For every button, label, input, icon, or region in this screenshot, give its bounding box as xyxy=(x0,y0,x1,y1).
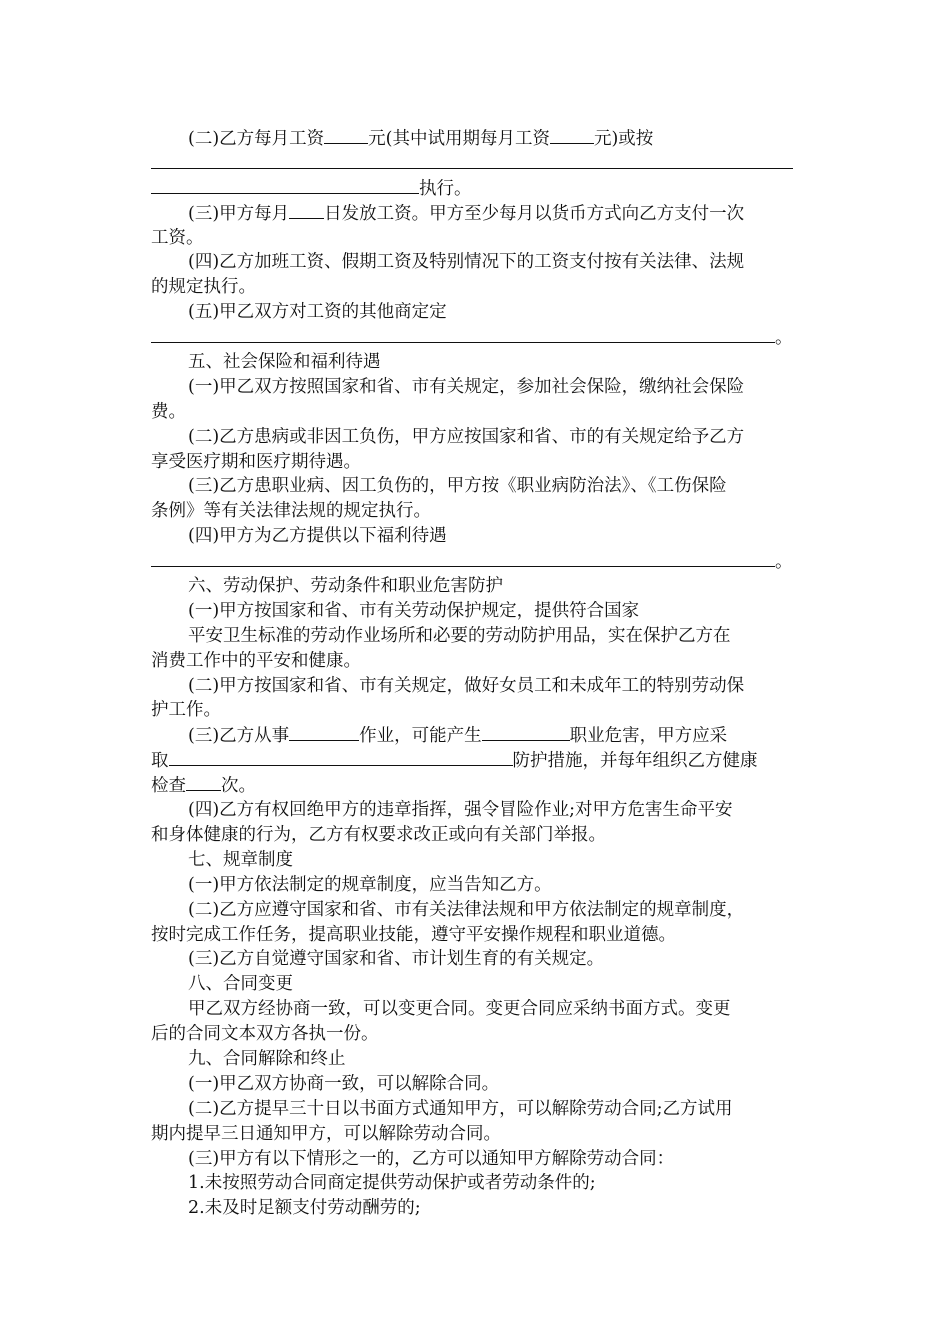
line-text: (三)甲方每月 xyxy=(188,203,290,224)
line-text: (二)乙方每月工资 xyxy=(188,129,325,149)
text-line xyxy=(151,1022,796,1047)
section-heading xyxy=(151,1047,796,1072)
line-text: (二)乙方提早三十日以书面方式通知甲方，可以解除劳动合同;乙方试用 xyxy=(188,1098,733,1119)
line-text: 1.未按照劳动合同商定提供劳动保护或者劳动条件的; xyxy=(188,1173,596,1194)
text-line xyxy=(151,1147,796,1172)
fill-in-blank xyxy=(289,723,359,741)
text-line xyxy=(151,798,796,823)
text-line xyxy=(151,1196,796,1221)
line-text: (二)甲方按国家和省、市有关规定，做好女员工和未成年工的特别劳动保 xyxy=(188,675,745,696)
text-line xyxy=(151,450,796,475)
line-text: 的规定执行。 xyxy=(151,277,256,298)
line-text: (一)甲乙双方协商一致，可以解除合同。 xyxy=(188,1073,500,1094)
line-text: 作业，可能产生 xyxy=(359,726,482,747)
text-line xyxy=(151,400,796,425)
fill-in-blank xyxy=(550,126,594,144)
text-line xyxy=(151,300,796,325)
line-text: (四)乙方有权回绝甲方的违章指挥，强令冒险作业;对甲方危害生命平安 xyxy=(188,800,733,821)
text-line xyxy=(151,126,796,151)
line-text: (一)甲方依法制定的规章制度，应当告知乙方。 xyxy=(188,874,552,895)
line-text: 元(其中试用期每月工资 xyxy=(368,129,550,149)
text-line xyxy=(151,1122,796,1147)
line-text: 甲乙双方经协商一致，可以变更合同。变更合同应采纳书面方式。变更 xyxy=(188,999,731,1020)
line-text: (三)甲方有以下情形之一的，乙方可以通知甲方解除劳动合同： xyxy=(188,1148,675,1169)
text-line xyxy=(151,549,796,574)
text-line xyxy=(151,250,796,275)
line-text: 元)或按 xyxy=(593,129,654,149)
text-line xyxy=(151,375,796,400)
text-line xyxy=(151,151,796,176)
line-text: 五、社会保险和福利待遇 xyxy=(188,352,381,373)
text-line xyxy=(151,923,796,948)
text-line xyxy=(151,947,796,972)
line-text: 次。 xyxy=(221,776,256,797)
section-heading xyxy=(151,350,796,375)
fill-in-blank-rule xyxy=(151,151,793,169)
text-line xyxy=(151,997,796,1022)
text-line xyxy=(151,823,796,848)
line-text: (三)乙方患职业病、因工负伤的，甲方按《职业病防治法》、《工伤保险 xyxy=(188,476,727,497)
fill-in-blank xyxy=(482,723,570,741)
text-line xyxy=(151,1072,796,1097)
line-text: 防护措施，并每年组织乙方健康 xyxy=(512,751,758,772)
text-line xyxy=(151,499,796,524)
text-line xyxy=(151,773,796,798)
line-text: 六、劳动保护、劳动条件和职业危害防护 xyxy=(188,576,503,597)
text-line xyxy=(151,176,796,201)
line-text: 日发放工资。甲方至少每月以货币方式向乙方支付一次 xyxy=(324,203,745,224)
section-heading xyxy=(151,848,796,873)
text-line xyxy=(151,649,796,674)
line-text: 后的合同文本双方各执一份。 xyxy=(151,1024,379,1045)
text-line xyxy=(151,748,796,773)
text-line xyxy=(151,674,796,699)
line-text: (一)甲方按国家和省、市有关劳动保护规定，提供符合国家 xyxy=(188,600,640,621)
line-text: 享受医疗期和医疗期待遇。 xyxy=(151,451,361,472)
text-line xyxy=(151,624,796,649)
text-line xyxy=(151,524,796,549)
text-line xyxy=(151,599,796,624)
line-text: (四)乙方加班工资、假期工资及特别情况下的工资支付按有关法律、法规 xyxy=(188,252,745,273)
fill-in-blank-rule xyxy=(151,549,775,567)
line-text: (二)乙方患病或非因工负伤，甲方应按国家和省、市的有关规定给予乙方 xyxy=(188,426,745,447)
contract-body xyxy=(151,126,796,1221)
fill-in-blank xyxy=(289,201,324,219)
fill-in-blank xyxy=(324,126,368,144)
line-text: 取 xyxy=(151,751,169,772)
fill-in-blank-rule xyxy=(169,748,513,766)
line-text: (二)乙方应遵守国家和省、市有关法律法规和甲方依法制定的规章制度， xyxy=(188,899,745,920)
line-text: 职业危害，甲方应采 xyxy=(569,726,728,747)
text-line xyxy=(151,873,796,898)
line-text: 执行。 xyxy=(419,178,472,199)
text-line xyxy=(151,723,796,748)
fill-in-blank xyxy=(186,773,221,791)
line-text: 八、合同变更 xyxy=(188,974,293,995)
line-text: 。 xyxy=(775,328,793,349)
line-text: 消费工作中的平安和健康。 xyxy=(151,650,361,671)
line-text: (三)乙方自觉遵守国家和省、市计划生育的有关规定。 xyxy=(188,949,605,970)
section-heading xyxy=(151,574,796,599)
line-text: (一)甲乙双方按照国家和省、市有关规定，参加社会保险，缴纳社会保险 xyxy=(188,376,745,397)
line-text: 条例》等有关法律法规的规定执行。 xyxy=(151,501,431,522)
line-text: (四)甲方为乙方提供以下福利待遇 xyxy=(188,526,447,547)
text-line xyxy=(151,275,796,300)
text-line xyxy=(151,898,796,923)
line-text: 期内提早三日通知甲方，可以解除劳动合同。 xyxy=(151,1123,501,1144)
line-text: 九、合同解除和终止 xyxy=(188,1048,346,1069)
text-line xyxy=(151,1171,796,1196)
line-text: 检查 xyxy=(151,776,186,797)
section-heading xyxy=(151,972,796,997)
line-text: 七、规章制度 xyxy=(188,849,293,870)
text-line xyxy=(151,226,796,251)
text-line xyxy=(151,1097,796,1122)
text-line xyxy=(151,325,796,350)
line-text: 和身体健康的行为，乙方有权要求改正或向有关部门举报。 xyxy=(151,824,606,845)
line-text: 。 xyxy=(775,552,793,573)
fill-in-blank-rule xyxy=(151,176,419,194)
line-text: 费。 xyxy=(151,401,186,422)
text-line xyxy=(151,474,796,499)
text-line xyxy=(151,425,796,450)
line-text: (三)乙方从事 xyxy=(188,726,290,747)
line-text: (五)甲乙双方对工资的其他商定定 xyxy=(188,302,447,323)
text-line xyxy=(151,698,796,723)
text-line xyxy=(151,201,796,226)
line-text: 按时完成工作任务，提高职业技能，遵守平安操作规程和职业道德。 xyxy=(151,924,676,945)
line-text: 工资。 xyxy=(151,227,204,248)
fill-in-blank-rule xyxy=(151,325,775,343)
line-text: 护工作。 xyxy=(151,700,221,721)
line-text: 平安卫生标准的劳动作业场所和必要的劳动防护用品，实在保护乙方在 xyxy=(188,625,731,646)
line-text: 2.未及时足额支付劳动酬劳的; xyxy=(188,1198,421,1219)
